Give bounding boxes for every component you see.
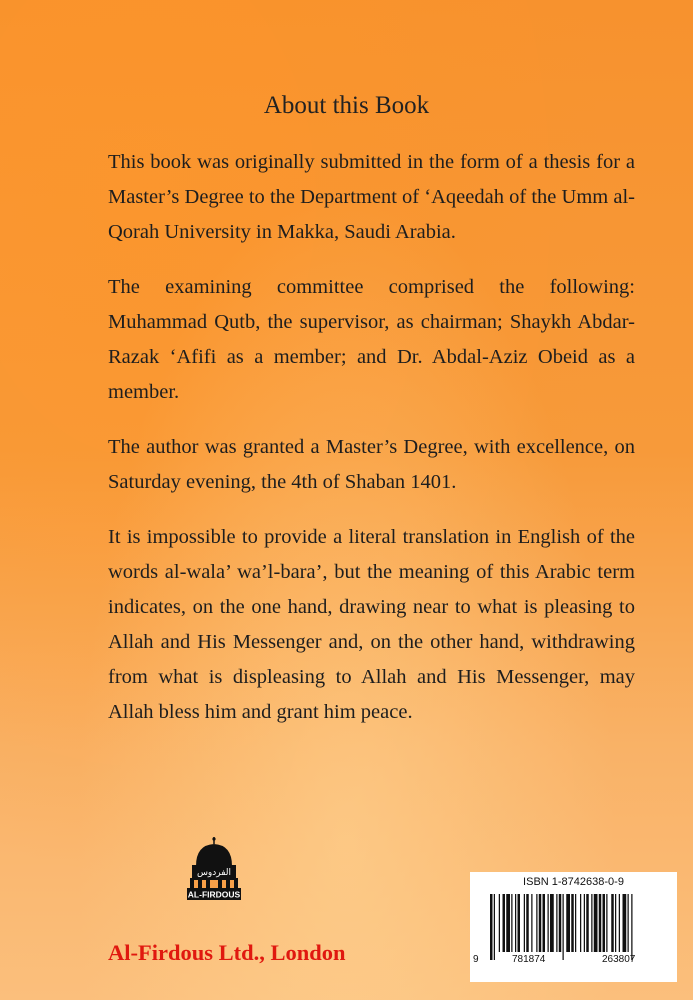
page-title: About this Book xyxy=(263,92,430,119)
logo-latin-text: AL-FIRDOUS xyxy=(187,889,241,900)
logo-arabic-text: الفردوس xyxy=(196,868,232,878)
paragraph-thesis: This book was originally submitted in the form of a thesis for a Master’s Degree to the Department of ‘Aqeedah of the Umm al-Qorah University in Makka, Saudi Arabia. xyxy=(108,151,635,243)
paragraph-degree: The author was granted a Master’s Degree, with excellence, on Saturday evening, the 4th of Shaban 1401. xyxy=(108,436,635,493)
publisher-name: Al-Firdous Ltd., London xyxy=(108,940,346,965)
publisher-logo xyxy=(187,836,241,902)
domed-building-logo-icon xyxy=(187,836,241,902)
paragraph-committee: The examining committee comprised the following: Muhammad Qutb, the supervisor, as chairman; Shaykh Abdar-Razak ‘Afifi as a member; and Dr. Abdal-Aziz Obeid as a member. xyxy=(108,276,635,403)
barcode-digit-group-1: 781874 xyxy=(512,954,546,965)
barcode-digit-group-2: 263807 xyxy=(602,954,636,965)
paragraph-meaning: It is impossible to provide a literal translation in English of the words al-wala’ wa’l-bara’, but the meaning of this Arabic term indicates, on the one hand, drawing near to what is pleasing to Allah and His Messenger and, on the other hand, withdrawing from what is displeasing to Allah and His Messenger, may Allah bless him and grant him peace. xyxy=(108,526,635,723)
barcode-digit-lead: 9 xyxy=(473,954,479,965)
barcode-bars-icon xyxy=(482,894,670,966)
isbn-barcode xyxy=(470,872,677,982)
isbn-label: ISBN 1-8742638-0-9 xyxy=(523,876,624,888)
description-text xyxy=(108,145,635,750)
